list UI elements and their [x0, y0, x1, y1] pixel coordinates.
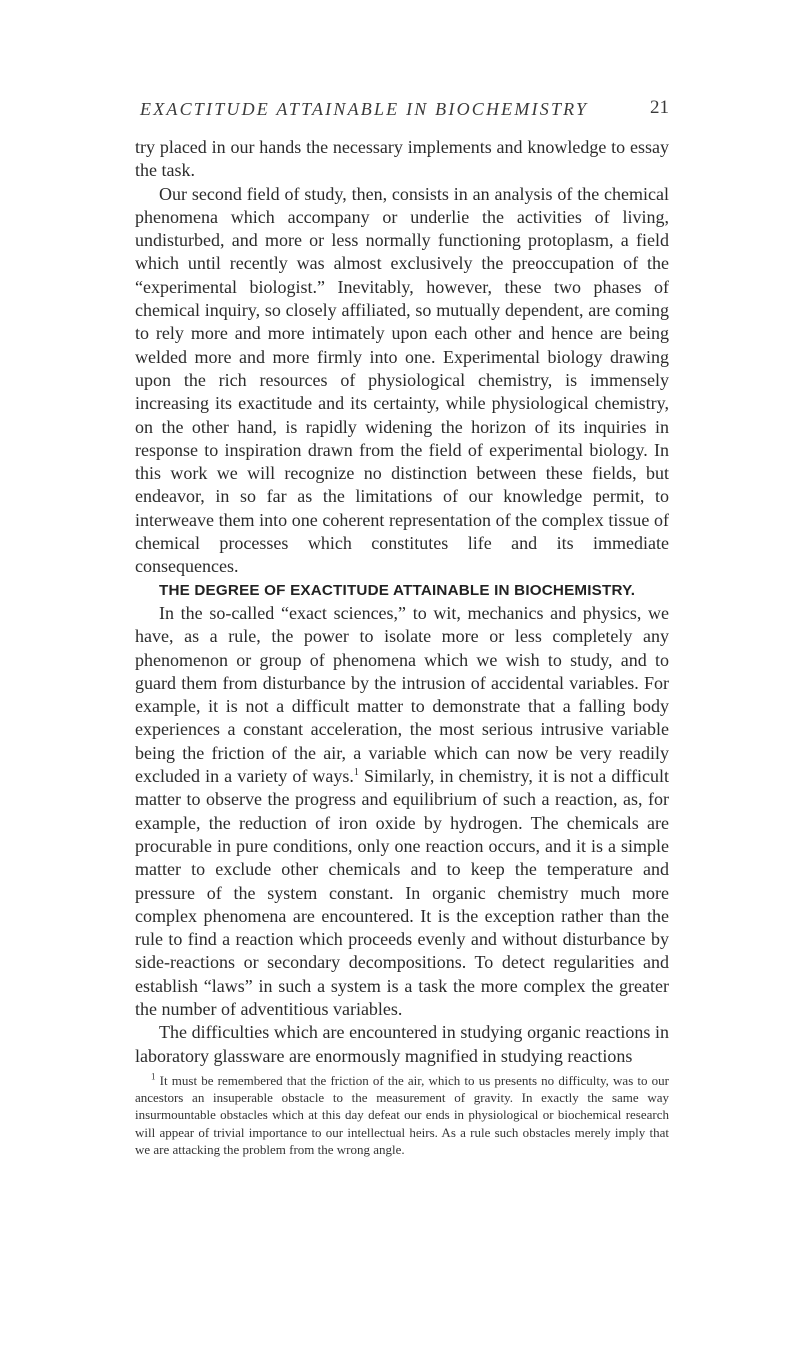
- paragraph-exact-sciences: [135, 602, 669, 1021]
- paragraph-exact-sciences-part2: Similarly, in chemistry, it is not a difficult matter to observe the progress and equilibrium of such a reaction, as, for example, the reduction of iron oxide by hydrogen. The chemicals are procurable in pure conditions, only one reaction occurs, and it is a simple matter to exclude other chemicals and to keep the temperature and pressure of the system constant. In organic chemistry much more complex phenomena are encountered. It is the exception rather than the rule to find a reaction which proceeds evenly and without disturbance by side-reactions or secondary decompositions. To detect regularities and establish “laws” in such a system is a task the more complex the greater the number of adventitious variables.: [135, 766, 670, 1019]
- body-text: [135, 136, 669, 1068]
- running-title: EXACTITUDE ATTAINABLE IN BIOCHEMISTRY: [140, 99, 589, 119]
- footnote-text: It must be remembered that the friction of the air, which to us presents no difficulty, was to our ancestors an insuperable obstacle to the measurement of gravity. In exactly the same way insurmountable obstacles which at this day defeat our ends in physiological or biochemical research will appear of trivial importance to our intellectual heirs. As a rule such obstacles merely imply that we are attacking the problem from the wrong angle.: [135, 1073, 670, 1157]
- paragraph-exact-sciences-part1: In the so-called “exact sciences,” to wit, mechanics and physics, we have, as a rule, the power to isolate more or less completely any phenomenon or group of phenomena which we wish to study, and to guard them from disturbance by the intrusion of accidental variables. For example, it is not a difficult matter to demonstrate that a falling body experiences a constant acceleration, the most serious intrusive variable being the friction of the air, a variable which can now be very readily excluded in a variety of ways.: [135, 602, 669, 787]
- page-number: 21: [650, 97, 669, 118]
- footnote-reference: 1: [353, 767, 359, 779]
- paragraph-difficulties: The difficulties which are encountered in studying organic reactions in laboratory glassware are enormously magnified in studying reactions: [135, 1022, 669, 1066]
- paragraph-continued: try placed in our hands the necessary implements and knowledge to essay the task.: [135, 137, 669, 181]
- section-heading: THE DEGREE OF EXACTITUDE ATTAINABLE IN BIOCHEMISTRY.: [159, 581, 636, 599]
- footnote: [135, 1072, 669, 1158]
- footnote-marker: 1: [151, 1071, 156, 1082]
- running-head: [140, 99, 669, 127]
- paragraph-second-field: Our second field of study, then, consists in an analysis of the chemical phenomena which accompany or underlie the activities of living, undisturbed, and more or less normally functioning protoplasm, a field which until recently was almost exclusively the preoccupation of the “experimental biologist.” Inevitably, however, these two phases of chemical inquiry, so closely affiliated, so mutually dependent, are coming to rely more and more intimately upon each other and hence are being welded more and more firmly into one. Experimental biology drawing upon the rich resources of physiological chemistry, is immensely increasing its exactitude and its certainty, while physiological chemistry, on the other hand, is rapidly widening the horizon of its inquiries in response to inspiration drawn from the field of experimental biology. In this work we will recognize no distinction between these fields, but endeavor, in so far as the limitations of our knowledge permit, to interweave them into one coherent representation of the complex tissue of chemical processes which constitutes life and its immediate consequences.: [135, 183, 669, 577]
